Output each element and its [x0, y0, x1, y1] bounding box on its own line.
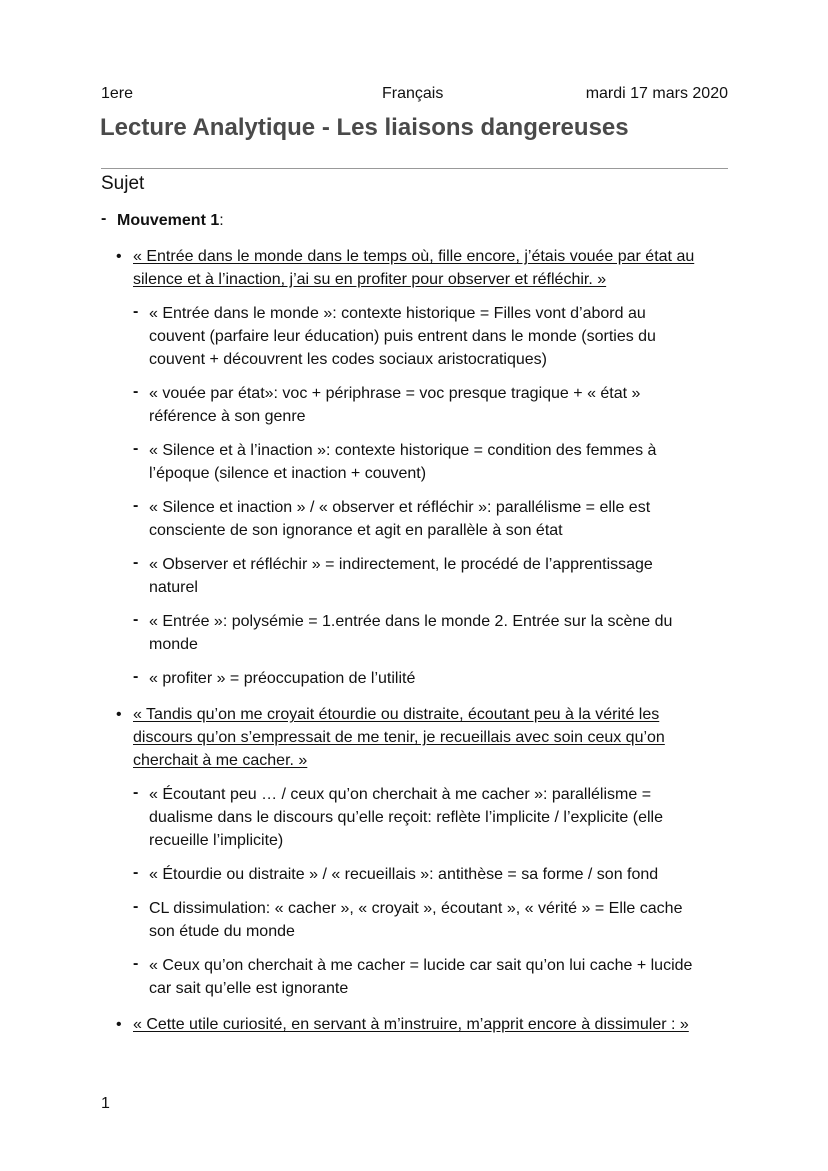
analysis-note [101, 783, 741, 852]
dash-bullet-icon: - [133, 955, 139, 972]
header-subject: Français [382, 85, 444, 102]
text-line: son étude du monde [149, 923, 295, 940]
document-body [101, 209, 741, 1036]
quote-item [101, 1013, 741, 1036]
text-line: « Étourdie ou distraite » / « recueillais »: antithèse = sa forme / son fond [149, 866, 659, 883]
text-line: couvent + découvrent les codes sociaux aristocratiques) [149, 351, 547, 368]
quote-item [101, 245, 741, 291]
text-line: « Silence et inaction » / « observer et réfléchir »: parallélisme = elle est [149, 499, 651, 516]
analysis-note [101, 954, 741, 1000]
dash-bullet-icon: - [133, 303, 139, 320]
analysis-note [101, 553, 741, 599]
text-line: « profiter » = préoccupation de l’utilité [149, 670, 416, 687]
text-line: « vouée par état»: voc + périphrase = voc presque tragique + « état » [149, 385, 641, 402]
movement-heading [101, 209, 741, 232]
dash-bullet-icon: - [101, 210, 107, 227]
dash-bullet-icon: - [133, 497, 139, 514]
text-line: cherchait à me cacher. » [133, 752, 308, 769]
quote-item [101, 703, 741, 772]
analysis-note [101, 496, 741, 542]
text-line: « Entrée dans le monde dans le temps où, fille encore, j’étais vouée par état au [133, 248, 695, 265]
section-heading: Sujet [101, 173, 145, 194]
bullet-icon: • [116, 248, 122, 265]
text-line: silence et à l’inaction, j’ai su en profiter pour observer et réfléchir. » [133, 271, 607, 288]
text-line: référence à son genre [149, 408, 306, 425]
title-divider [101, 168, 728, 169]
page-header [101, 82, 728, 105]
quote-text [133, 1013, 741, 1036]
document-title: Lecture Analytique - Les liaisons dangereuses [100, 114, 629, 141]
dash-bullet-icon: - [133, 898, 139, 915]
movement-suffix: : [219, 212, 224, 229]
text-line: couvent (parfaire leur éducation) puis entrent dans le monde (sorties du [149, 328, 656, 345]
text-line: car sait qu’elle est ignorante [149, 980, 349, 997]
text-line: discours qu’on s’empressait de me tenir, je recueillais avec soin ceux qu’on [133, 729, 665, 746]
header-class: 1ere [101, 85, 134, 102]
text-line: naturel [149, 579, 198, 596]
quote-list [101, 245, 741, 1036]
dash-bullet-icon: - [133, 668, 139, 685]
text-line: l’époque (silence et inaction + couvent) [149, 465, 427, 482]
header-date: mardi 17 mars 2020 [585, 85, 728, 102]
text-line: « Observer et réfléchir » = indirectement, le procédé de l’apprentissage [149, 556, 653, 573]
text-line: « Silence et à l’inaction »: contexte historique = condition des femmes à [149, 442, 657, 459]
dash-bullet-icon: - [133, 383, 139, 400]
text-line: « Entrée »: polysémie = 1.entrée dans le monde 2. Entrée sur la scène du [149, 613, 673, 630]
text-line: « Tandis qu’on me croyait étourdie ou distraite, écoutant peu à la vérité les [133, 706, 660, 723]
analysis-note [101, 610, 741, 656]
page-number: 1 [101, 1095, 110, 1112]
quote-text [133, 703, 741, 772]
text-line: « Cette utile curiosité, en servant à m’instruire, m’apprit encore à dissimuler : » [133, 1016, 689, 1033]
text-line: dualisme dans le discours qu’elle reçoit: reflète l’implicite / l’explicite (elle [149, 809, 663, 826]
dash-bullet-icon: - [133, 784, 139, 801]
text-line: « Ceux qu’on cherchait à me cacher = lucide car sait qu’on lui cache + lucide [149, 957, 693, 974]
text-line: monde [149, 636, 198, 653]
dash-bullet-icon: - [133, 864, 139, 881]
analysis-note [101, 439, 741, 485]
text-line: « Entrée dans le monde »: contexte historique = Filles vont d’abord au [149, 305, 646, 322]
movement-label: Mouvement 1 [117, 212, 220, 229]
text-line: « Écoutant peu … / ceux qu’on cherchait à me cacher »: parallélisme = [149, 786, 652, 803]
dash-bullet-icon: - [133, 440, 139, 457]
text-line: recueille l’implicite) [149, 832, 284, 849]
bullet-icon: • [116, 706, 122, 723]
text-line: CL dissimulation: « cacher », « croyait », écoutant », « vérité » = Elle cache [149, 900, 683, 917]
analysis-note [101, 382, 741, 428]
analysis-note [101, 897, 741, 943]
analysis-note [101, 667, 741, 690]
dash-bullet-icon: - [133, 554, 139, 571]
text-line: consciente de son ignorance et agit en parallèle à son état [149, 522, 563, 539]
analysis-note [101, 863, 741, 886]
quote-text [133, 245, 741, 291]
analysis-note [101, 302, 741, 371]
bullet-icon: • [116, 1016, 122, 1033]
dash-bullet-icon: - [133, 611, 139, 628]
